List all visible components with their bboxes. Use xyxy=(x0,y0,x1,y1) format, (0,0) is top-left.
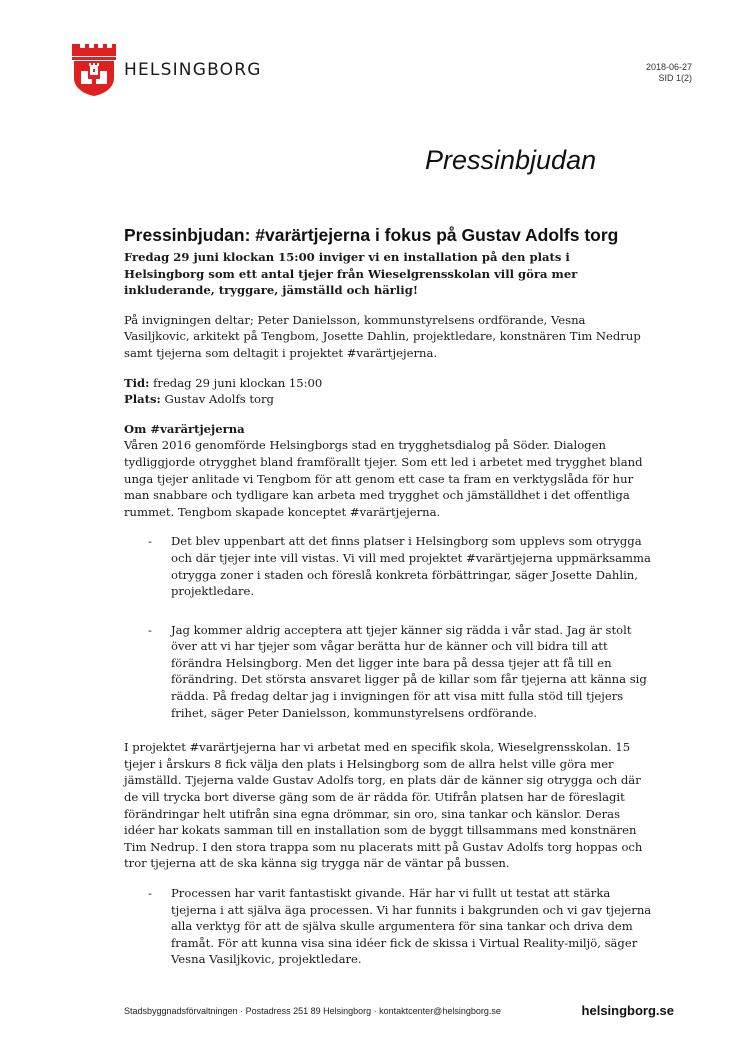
place-label: Plats: xyxy=(124,392,161,407)
bullet-marker: - xyxy=(148,534,152,549)
document-meta xyxy=(646,62,692,84)
quote-text: Jag kommer aldrig acceptera att tjejer känner sig rädda i vår stad. Jag är stolt över att vi har tjejer som vågar berätta hur de känner och vill bidra till att förändra Helsingborg. Men det ligger inte bara på dessa tjejer att få till en förändring. Det största ansvaret ligger på de killar som får tjejerna att känna sig rädda. På fredag deltar jag i invigningen för att visa mitt fulla stöd till tjejers frihet, säger Peter Danielsson, kommunstyrelsens ordförande. xyxy=(171,622,647,720)
document-type: Pressinbjudan xyxy=(425,145,597,175)
time-value: fredag 29 juni klockan 15:00 xyxy=(153,375,323,390)
footer-address: Stadsbyggnadsförvaltningen · Postadress 251 89 Helsingborg · kontaktcenter@helsingborg.se xyxy=(124,1006,501,1016)
brand-name: HELSINGBORG xyxy=(124,60,262,80)
quote-text: Processen har varit fantastiskt givande. Här har vi fullt ut testat att stärka tjejerna i att själva äga processen. Vi har funnits i bakgrunden och vi gav tjejerna alla verktyg för att de själva skulle argumentera för sina tankar och driva dem framåt. För att kunna visa sina idéer fick de skissa i Virtual Reality-miljö, säger Vesna Vasiljkovic, projektledare. xyxy=(171,886,652,967)
page-number: SID 1(2) xyxy=(658,73,692,83)
quote-list-1 xyxy=(124,533,654,721)
footer-website-link[interactable]: helsingborg.se xyxy=(581,1003,674,1018)
place-value: Gustav Adolfs torg xyxy=(164,392,274,407)
project-paragraph: I projektet #varärtjejerna har vi arbetat med en specifik skola, Wieselgrensskolan. 15 tjejer i årskurs 8 fick välja den plats i Helsingborg som de allra helst ville göra mer jämställd. Tjejerna valde Gustav Adolfs torg, en plats där de känner sig otrygga och där de vill trycka bort diverse gäng som de är rädda för. Utifrån platsen har de föreslagit förändringar helt utifrån sina egna drömmar, sin oro, sina tankar och känslor. Deras idéer har kokats samman till en installation som de byggt tillsammans med konstnären Tim Nedrup. I den stora trappa som nu placerats mitt på Gustav Adolfs torg hoppas och tror tjejerna att de ska känna sig trygga när de väntar på bussen. xyxy=(124,740,643,871)
document-body xyxy=(124,249,654,980)
about-title: Om #varärtjejerna xyxy=(124,421,245,436)
participants-paragraph: På invigningen deltar; Peter Danielsson, kommunstyrelsens ordförande, Vesna Vasiljkovic, arkitekt på Tengbom, Josette Dahlin, projektledare, konstnären Tim Nedrup samt tjejerna som deltagit i projektet #varärtjejerna. xyxy=(124,312,641,360)
quote-text: Det blev uppenbart att det finns platser i Helsingborg som upplevs som otrygga och där tjejer inte vill vistas. Vi vill med projektet #varärtjejerna uppmärksamma otrygga zoner i staden och föreslå konkreta förbättringar, säger Josette Dahlin, projektledare. xyxy=(171,534,651,599)
about-paragraph: Våren 2016 genomförde Helsingborgs stad en trygghetsdialog på Söder. Dialogen tydliggjorde otrygghet bland framförallt tjejer. Som ett led i arbetet med trygghet bland unga tjejer anlitade vi Tengbom för att genom ett case ta fram en verktygslåda för hur man snabbare och tydligare kan arbeta med trygghet och jämställdhet i det offentliga rummet. Tengbom skapade konceptet #varärtjejerna. xyxy=(124,438,643,519)
headline: Pressinbjudan: #varärtjejerna i fokus på Gustav Adolfs torg xyxy=(124,225,619,245)
lead-paragraph: Fredag 29 juni klockan 15:00 inviger vi en installation på den plats i Helsingborg som ett antal tjejer från Wieselgrensskolan vill göra mer inkluderande, tryggare, jämställd och härlig! xyxy=(124,250,578,298)
quote-item xyxy=(124,885,654,968)
bullet-marker: - xyxy=(148,886,152,900)
time-label: Tid: xyxy=(124,375,150,390)
document-date: 2018-06-27 xyxy=(645,62,692,72)
quote-item xyxy=(124,622,654,722)
quote-item xyxy=(124,533,654,599)
bullet-marker: - xyxy=(148,622,152,637)
event-details xyxy=(124,375,654,408)
quote-list-2 xyxy=(124,885,654,968)
castle-shield-icon xyxy=(72,40,116,96)
helsingborg-logo xyxy=(72,40,116,96)
